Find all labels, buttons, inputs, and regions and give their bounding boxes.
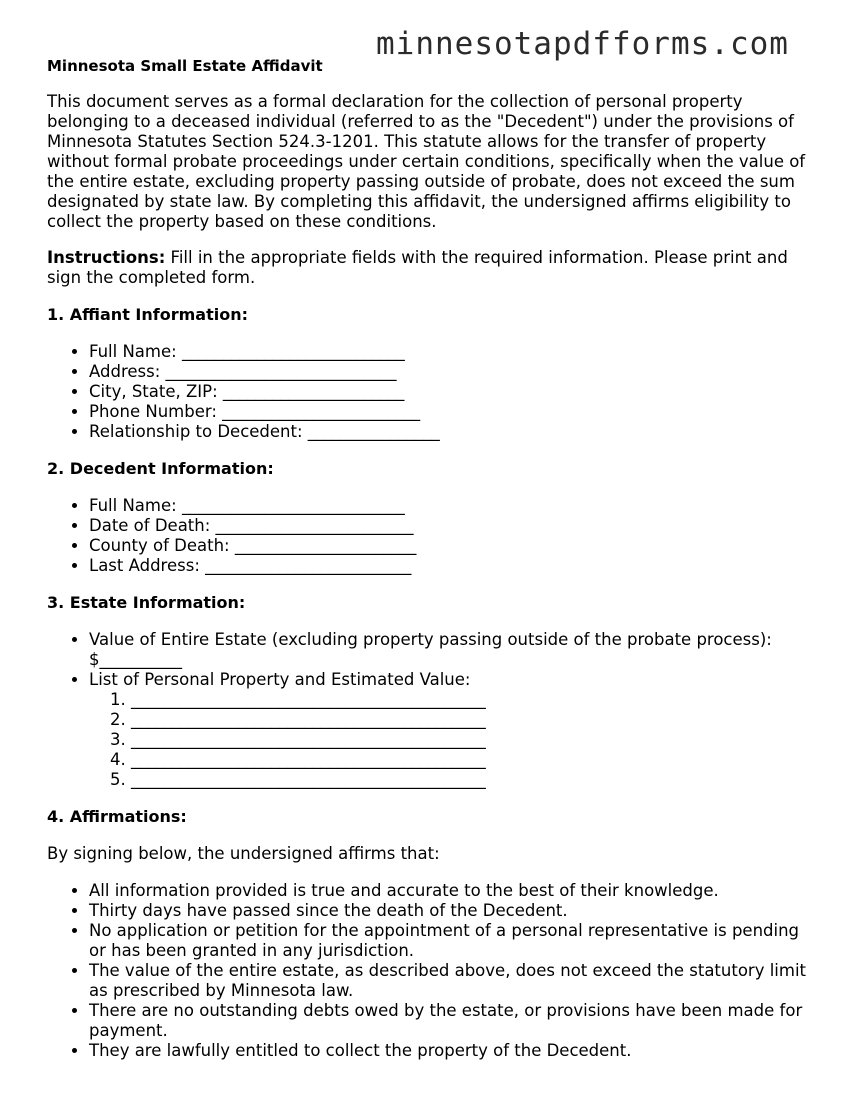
affirmation-item: • All information provided is true and accurate to the best of their knowledge.	[89, 881, 817, 901]
affirmation-item: • There are no outstanding debts owed by the estate, or provisions have been made for payment.	[89, 1001, 817, 1041]
field-affiant-full-name[interactable]: • Full Name: ___________________________	[89, 342, 817, 362]
field-affiant-city-state-zip[interactable]: • City, State, ZIP: ______________________	[89, 382, 817, 402]
field-affiant-phone[interactable]: • Phone Number: ________________________	[89, 402, 817, 422]
instructions-paragraph	[47, 248, 817, 288]
field-property-item-1[interactable]: 1. ___________________________________________	[131, 690, 817, 710]
field-property-item-5[interactable]: 5. ___________________________________________	[131, 770, 817, 790]
instructions-label: Instructions:	[47, 248, 166, 267]
field-decedent-full-name[interactable]: • Full Name: ___________________________	[89, 496, 817, 516]
property-list-label: List of Personal Property and Estimated Value:	[89, 670, 471, 689]
property-list-item	[89, 670, 817, 790]
field-property-item-3[interactable]: 3. ___________________________________________	[131, 730, 817, 750]
field-affiant-relationship[interactable]: • Relationship to Decedent: ________________	[89, 422, 817, 442]
section-heading-affiant: 1. Affiant Information:	[47, 305, 248, 324]
field-estate-value[interactable]: • Value of Entire Estate (excluding property passing outside of the probate process): $__________	[89, 630, 817, 670]
decedent-fields-list	[47, 496, 817, 576]
instructions-text: Fill in the appropriate fields with the required information. Please print and sign the completed form.	[47, 248, 788, 287]
field-property-item-4[interactable]: 4. ___________________________________________	[131, 750, 817, 770]
affirmation-item: • No application or petition for the appointment of a personal representative is pending or has been granted in any jurisdiction.	[89, 921, 817, 961]
affirmation-item: • The value of the entire estate, as described above, does not exceed the statutory limit as prescribed by Minnesota law.	[89, 961, 817, 1001]
site-watermark: minnesotapdfforms.com	[376, 26, 789, 62]
affirmation-item: • They are lawfully entitled to collect the property of the Decedent.	[89, 1041, 817, 1061]
affirmation-item: • Thirty days have passed since the death of the Decedent.	[89, 901, 817, 921]
affidavit-document	[47, 56, 817, 1061]
section-heading-estate: 3. Estate Information:	[47, 593, 246, 612]
property-list	[89, 690, 817, 790]
estate-fields-list	[47, 630, 817, 790]
field-property-item-2[interactable]: 2. ___________________________________________	[131, 710, 817, 730]
field-affiant-address[interactable]: • Address: ____________________________	[89, 362, 817, 382]
document-title: Minnesota Small Estate Affidavit	[47, 57, 323, 75]
section-heading-affirmations: 4. Affirmations:	[47, 807, 187, 826]
field-decedent-date-of-death[interactable]: • Date of Death: ________________________	[89, 516, 817, 536]
section-heading-decedent: 2. Decedent Information:	[47, 459, 274, 478]
field-decedent-last-address[interactable]: • Last Address: _________________________	[89, 556, 817, 576]
affirmations-list	[47, 881, 817, 1061]
field-decedent-county-of-death[interactable]: • County of Death: ______________________	[89, 536, 817, 556]
intro-paragraph: This document serves as a formal declaration for the collection of personal property belonging to a deceased individual (referred to as the "Decedent") under the provisions of Minnesota Statutes Section 524.3-1201. This statute allows for the transfer of property without formal probate proceedings under certain conditions, specifically when the value of the entire estate, excluding property passing outside of probate, does not exceed the sum designated by state law. By completing this affidavit, the undersigned affirms eligibility to collect the property based on these conditions.	[47, 92, 806, 231]
affiant-fields-list	[47, 342, 817, 442]
affirmations-lead: By signing below, the undersigned affirms that:	[47, 844, 440, 863]
